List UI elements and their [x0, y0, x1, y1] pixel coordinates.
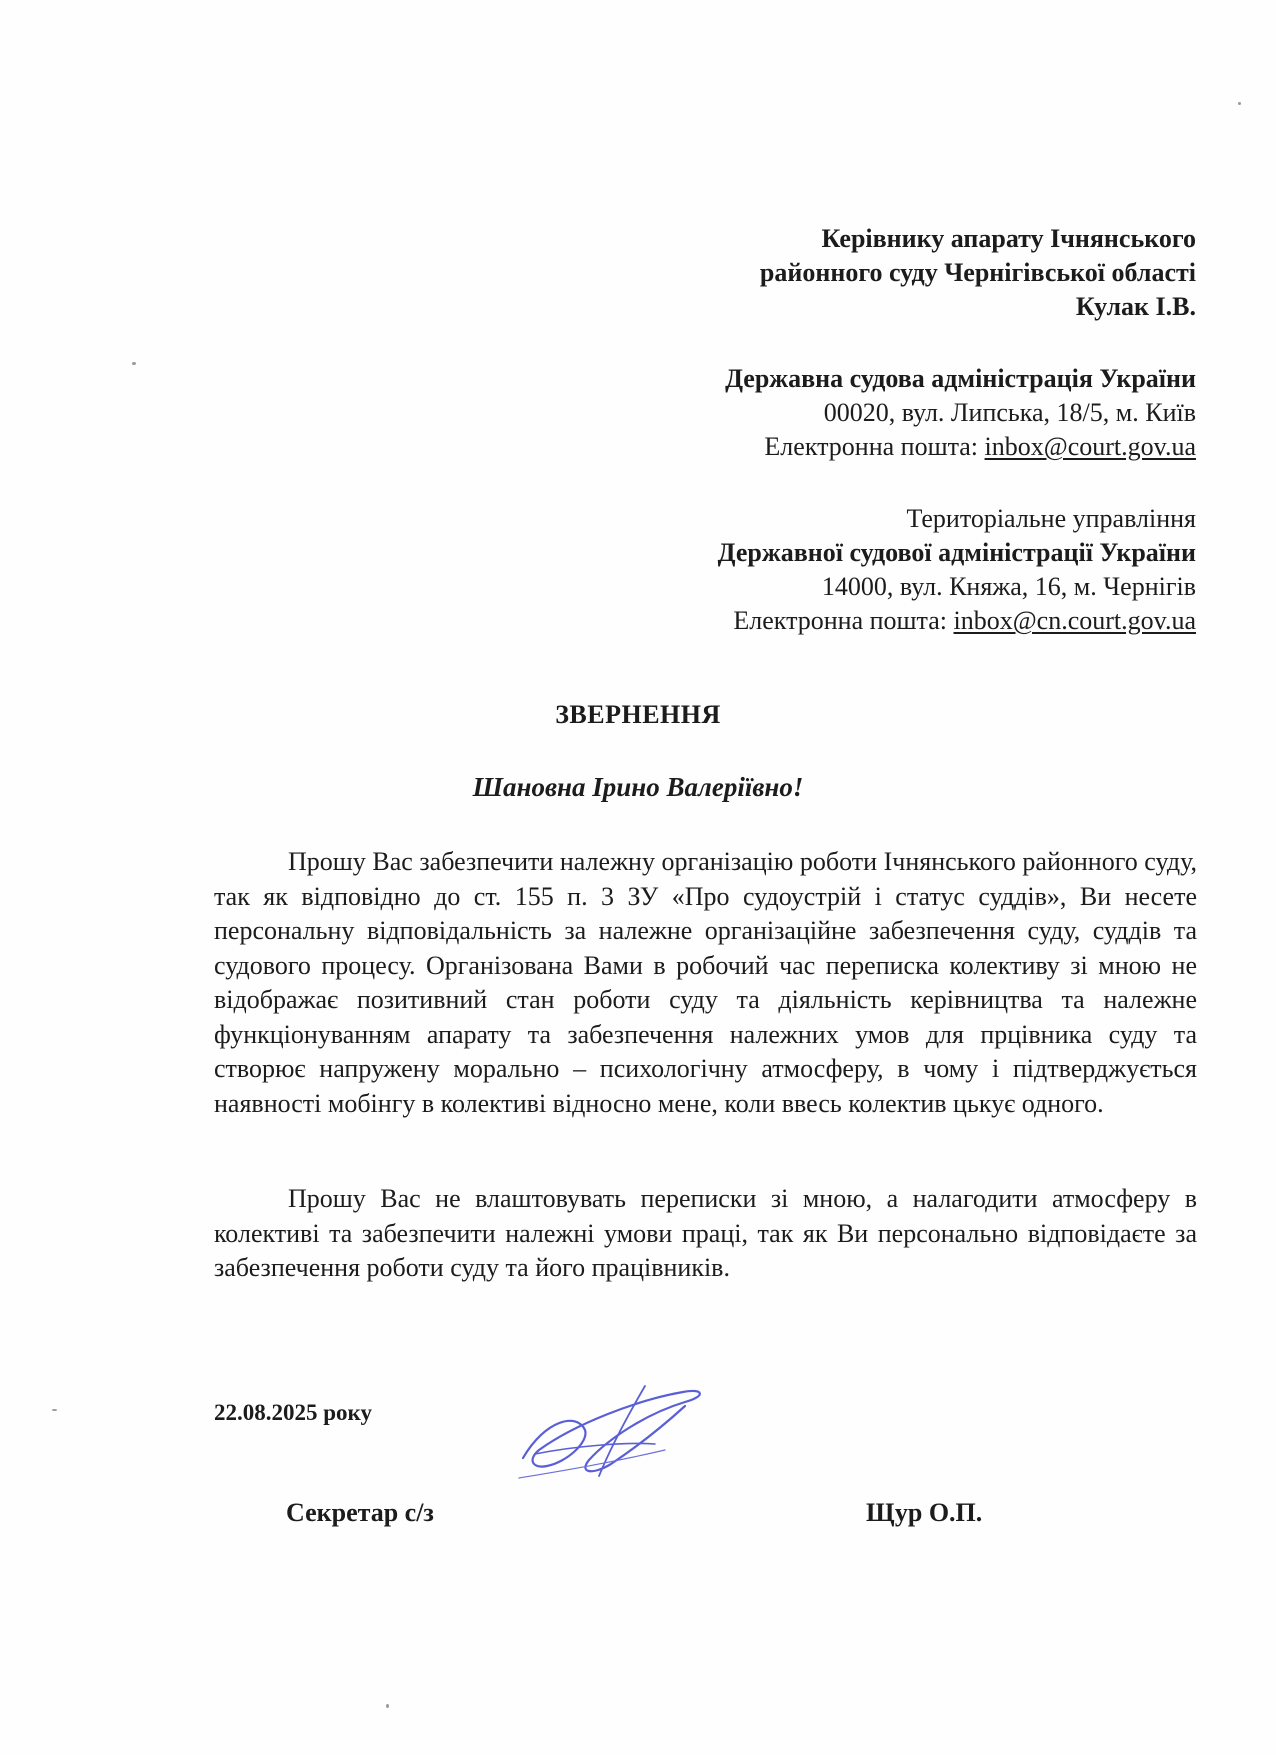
- recipient-line-1: Керівнику апарату Ічнянського: [821, 224, 1196, 253]
- document-date: 22.08.2025 року: [214, 1400, 372, 1425]
- signer-position: Секретар с/з: [286, 1498, 434, 1527]
- tu-email-label: Електронна пошта:: [733, 606, 954, 635]
- salutation: Шановна Ірино Валеріївно!: [472, 772, 804, 802]
- dsa-email-label: Електронна пошта:: [764, 432, 985, 461]
- addressee-dsa-block: [725, 362, 1196, 464]
- scan-speck: [1238, 102, 1241, 105]
- body-paragraph-2: Прошу Вас не влаштовувать переписки зі мною, а налагодити атмосферу в колективі та забезпечити належні умови праці, так як Ви персонально відповідаєте за забезпечення роботи суду та його працівників.: [214, 1184, 1197, 1282]
- signer-name: Щур О.П.: [866, 1498, 983, 1527]
- scan-speck: [386, 1704, 389, 1708]
- tu-email-link[interactable]: inbox@cn.court.gov.ua: [953, 606, 1196, 635]
- tu-line-1: Територіальне управління: [906, 504, 1196, 533]
- dsa-address: 00020, вул. Липська, 18/5, м. Київ: [823, 398, 1196, 427]
- handwritten-signature: [515, 1380, 715, 1490]
- dsa-email-line: [725, 430, 1196, 464]
- scan-speck: [52, 1409, 57, 1411]
- tu-email-line: [718, 604, 1196, 638]
- tu-name: Державної судової адміністрації України: [717, 538, 1196, 567]
- recipient-block: [760, 222, 1196, 324]
- recipient-line-2: районного суду Чернігівської області: [759, 258, 1196, 287]
- tu-address: 14000, вул. Княжа, 16, м. Чернігів: [821, 572, 1196, 601]
- scan-speck: [132, 362, 136, 365]
- document-title: ЗВЕРНЕННЯ: [555, 700, 721, 729]
- addressee-tu-block: [718, 502, 1196, 638]
- dsa-name: Державна судова адміністрація України: [725, 364, 1196, 393]
- recipient-line-3: Кулак І.В.: [1075, 292, 1196, 321]
- dsa-email-link[interactable]: inbox@court.gov.ua: [984, 432, 1196, 461]
- body-paragraph-1: Прошу Вас забезпечити належну організацію роботи Ічнянського районного суду, так як відповідно до ст. 155 п. 3 ЗУ «Про судоустрій і статус суддів», Ви несете персональну відповідальність за належне організаційне забезпечення суду, суддів та судового процесу. Організована Вами в робочий час переписка колективу зі мною не відображає позитивний стан роботи суду та діяльність керівництва та належне функціонуванням апарату та забезпечення належних умов для прцівника суду та створює напружену морально – психологічну атмосферу, в чому і підтверджується наявності мобінгу в колективі відносно мене, коли ввесь колектив цькує одного.: [214, 847, 1197, 1118]
